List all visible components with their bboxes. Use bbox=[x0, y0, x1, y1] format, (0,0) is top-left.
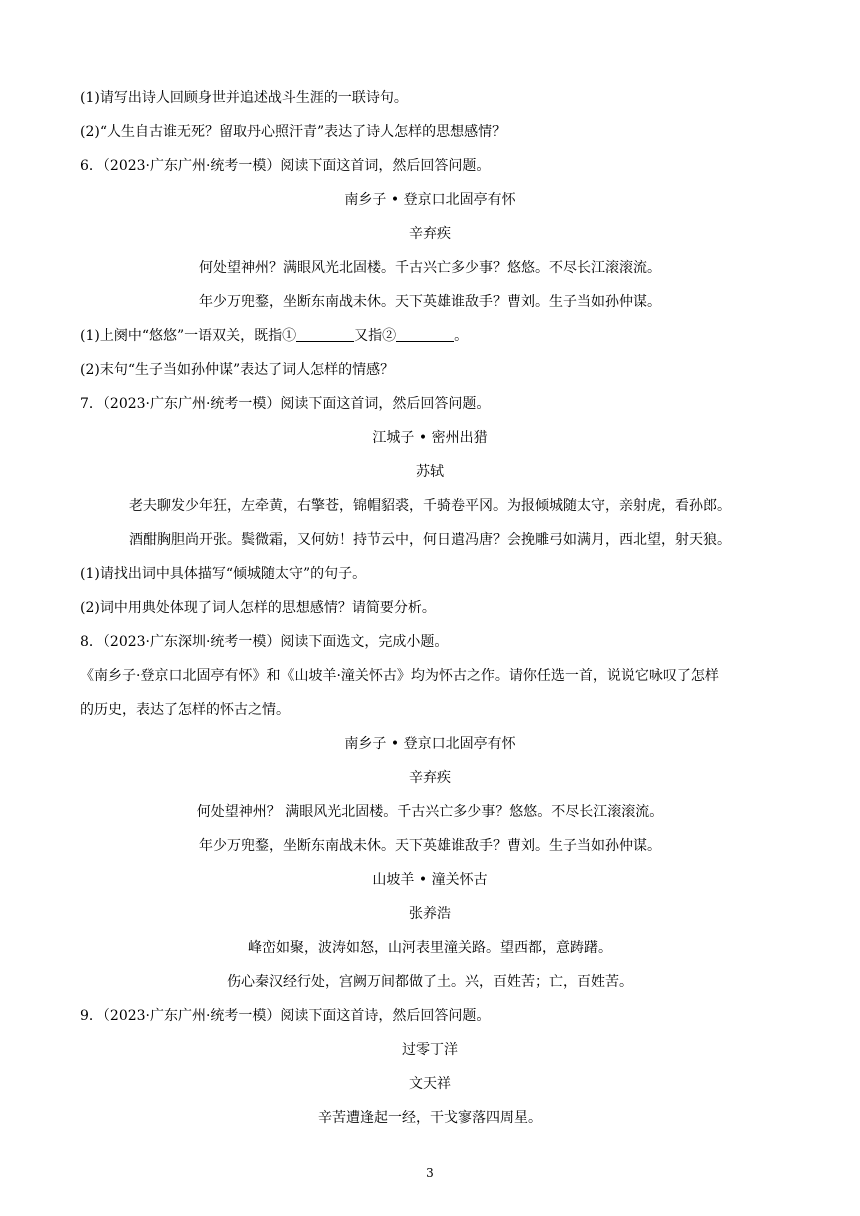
question-7-part-2: (2)词中用典处体现了词人怎样的思想感情？请简要分析。 bbox=[80, 600, 436, 616]
poem-title: 南乡子 • 登京口北固亭有怀 bbox=[344, 736, 516, 752]
poem-line: 何处望神州？满眼风光北固楼。千古兴亡多少事？悠悠。不尽长江滚滚流。 bbox=[199, 260, 661, 276]
poem-title: 江城子 • 密州出猎 bbox=[372, 430, 488, 446]
poem-line: 辛苦遭逢起一经，干戈寥落四周星。 bbox=[318, 1110, 542, 1126]
question-text: 又指 bbox=[354, 328, 383, 344]
poem-line: 酒酣胸胆尚开张。鬓微霜，又何妨！持节云中，何日遣冯唐？会挽雕弓如满月，西北望，射天狼。 bbox=[129, 532, 731, 548]
question-text: 。 bbox=[454, 328, 469, 344]
poem-author: 辛弃疾 bbox=[409, 770, 451, 786]
poem-line: 伤心秦汉经行处，宫阙万间都做了土。兴，百姓苦；亡，百姓苦。 bbox=[227, 974, 633, 990]
poem-title: 过零丁洋 bbox=[402, 1042, 458, 1058]
question-8-heading: 8．（2023·广东深圳·统考一模）阅读下面选文，完成小题。 bbox=[80, 634, 449, 650]
poem-line: 年少万兜鍪，坐断东南战未休。天下英雄谁敌手？曹刘。生子当如孙仲谋。 bbox=[199, 294, 661, 310]
poem-author: 张养浩 bbox=[409, 906, 451, 922]
question-7-heading: 7．（2023·广东广州·统考一模）阅读下面这首词，然后回答问题。 bbox=[80, 396, 491, 412]
question-6-part-1 bbox=[80, 326, 780, 346]
question-5-part-2: (2)“人生自古谁无死？留取丹心照汗青”表达了诗人怎样的思想感情？ bbox=[80, 124, 507, 140]
question-text: (1)上阕中“悠悠”一语双关，既指 bbox=[80, 328, 283, 344]
blank-marker: ② bbox=[382, 328, 397, 344]
poem-title: 南乡子 • 登京口北固亭有怀 bbox=[344, 192, 516, 208]
poem-title: 山坡羊 • 潼关怀古 bbox=[372, 872, 488, 888]
poem-author: 辛弃疾 bbox=[409, 226, 451, 242]
question-6-part-2: (2)末句“生子当如孙仲谋”表达了词人怎样的情感？ bbox=[80, 362, 395, 378]
question-8-prompt: 《南乡子·登京口北固亭有怀》和《山坡羊·潼关怀古》均为怀古之作。请你任选一首，说说它咏叹了怎样 bbox=[80, 668, 719, 684]
question-9-heading: 9．（2023·广东广州·统考一模）阅读下面这首诗，然后回答问题。 bbox=[80, 1008, 491, 1024]
poem-author: 苏轼 bbox=[416, 464, 444, 480]
poem-line: 何处望神州？ 满眼风光北固楼。千古兴亡多少事？悠悠。不尽长江滚滚流。 bbox=[196, 804, 664, 820]
poem-author: 文天祥 bbox=[409, 1076, 451, 1092]
question-7-part-1: (1)请找出词中具体描写“倾城随太守”的句子。 bbox=[80, 566, 367, 582]
question-8-prompt: 的历史，表达了怎样的怀古之情。 bbox=[80, 702, 290, 718]
poem-line: 年少万兜鍪，坐断东南战未休。天下英雄谁敌手？曹刘。生子当如孙仲谋。 bbox=[199, 838, 661, 854]
blank-marker: ① bbox=[282, 328, 297, 344]
answer-blank bbox=[396, 327, 454, 342]
page-number: 3 bbox=[426, 1166, 434, 1180]
question-5-part-1: (1)请写出诗人回顾身世并追述战斗生涯的一联诗句。 bbox=[80, 90, 408, 106]
answer-blank bbox=[296, 327, 354, 342]
question-6-heading: 6．（2023·广东广州·统考一模）阅读下面这首词，然后回答问题。 bbox=[80, 158, 491, 174]
poem-line: 峰峦如聚，波涛如怒，山河表里潼关路。望西都，意踌躇。 bbox=[248, 940, 612, 956]
poem-line: 老夫聊发少年狂，左牵黄，右擎苍，锦帽貂裘，千骑卷平冈。为报倾城随太守，亲射虎，看孙郎。 bbox=[129, 498, 731, 514]
